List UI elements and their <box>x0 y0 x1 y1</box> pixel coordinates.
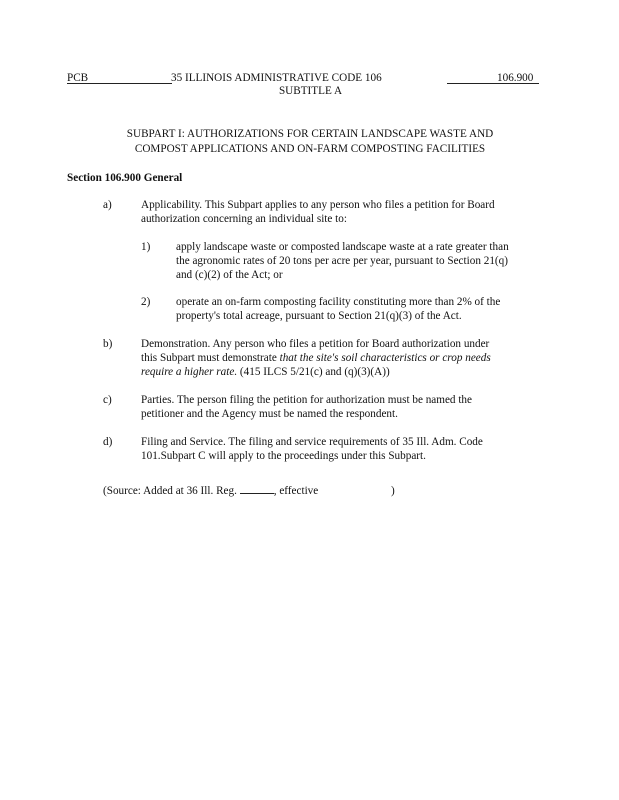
subparagraph-a-1-line-2: the agronomic rates of 20 tons per acre per year, pursuant to Section 21(q) <box>176 255 508 267</box>
paragraph-c-text <box>141 393 541 421</box>
subparagraph-a-2-line-1: operate an on-farm composting facility constituting more than 2% of the <box>176 296 501 308</box>
header-code-title: 35 ILLINOIS ADMINISTRATIVE CODE 106 <box>171 72 382 84</box>
subpart-title-line-2: COMPOST APPLICATIONS AND ON-FARM COMPOSTING FACILITIES <box>134 143 486 155</box>
statutory-citation: (415 ILCS 5/21(c) and (q)(3)(A)) <box>237 366 390 378</box>
paragraph-c-line-1: Parties. The person filing the petition for authorization must be named the <box>141 394 472 406</box>
header-section-number: 106.900 <box>497 72 534 84</box>
statutory-quote-part-2: require a higher rate. <box>141 366 238 378</box>
paragraph-c-line-2: petitioner and the Agency must be named the respondent. <box>141 408 398 420</box>
statutory-quote-part-1: that the site's soil characteristics or crop needs <box>279 352 491 364</box>
source-note <box>103 483 395 498</box>
paragraph-c-label: c) <box>103 394 112 406</box>
paragraph-a-label: a) <box>103 199 112 211</box>
paragraph-b-line-3 <box>141 365 541 379</box>
paragraph-b-line-2 <box>141 351 541 365</box>
subpart-title-line-1: SUBPART I: AUTHORIZATIONS FOR CERTAIN LANDSCAPE WASTE AND <box>126 128 494 140</box>
subpart-title <box>60 127 560 157</box>
subparagraph-a-1-line-1: apply landscape waste or composted landscape waste at a rate greater than <box>176 241 509 253</box>
paragraph-b-text <box>141 337 541 379</box>
source-note-effective: , effective <box>273 485 322 497</box>
paragraph-d-text <box>141 435 541 463</box>
source-note-prefix: (Source: Added at 36 Ill. Reg. <box>103 485 240 497</box>
section-heading: Section 106.900 General <box>67 172 183 184</box>
subparagraph-a-2-label: 2) <box>141 296 151 308</box>
header-agency: PCB <box>67 72 89 84</box>
paragraph-d-line-1: Filing and Service. The filing and service requirements of 35 Ill. Adm. Code <box>141 436 483 448</box>
paragraph-b-line-2-plain: this Subpart must demonstrate <box>141 352 280 364</box>
subparagraph-a-1-text <box>176 240 541 282</box>
paragraph-a-line-2: authorization concerning an individual site to: <box>141 213 347 225</box>
paragraph-a-text <box>141 198 541 226</box>
paragraph-d-label: d) <box>103 436 113 448</box>
paragraph-d-line-2: 101.Subpart C will apply to the proceedings under this Subpart. <box>141 450 426 462</box>
subparagraph-a-2-text <box>176 295 541 323</box>
subparagraph-a-1-label: 1) <box>141 241 151 253</box>
source-note-suffix: ) <box>391 485 395 497</box>
paragraph-a-line-1: Applicability. This Subpart applies to any person who files a petition for Board <box>141 199 495 211</box>
paragraph-b-label: b) <box>103 338 113 350</box>
register-page-blank <box>240 483 274 494</box>
subparagraph-a-1-line-3: and (c)(2) of the Act; or <box>176 269 283 281</box>
header-subtitle: SUBTITLE A <box>278 85 343 97</box>
paragraph-b-line-1: Demonstration. Any person who files a petition for Board authorization under <box>141 338 490 350</box>
subparagraph-a-2-line-2: property's total acreage, pursuant to Section 21(q)(3) of the Act. <box>176 310 462 322</box>
